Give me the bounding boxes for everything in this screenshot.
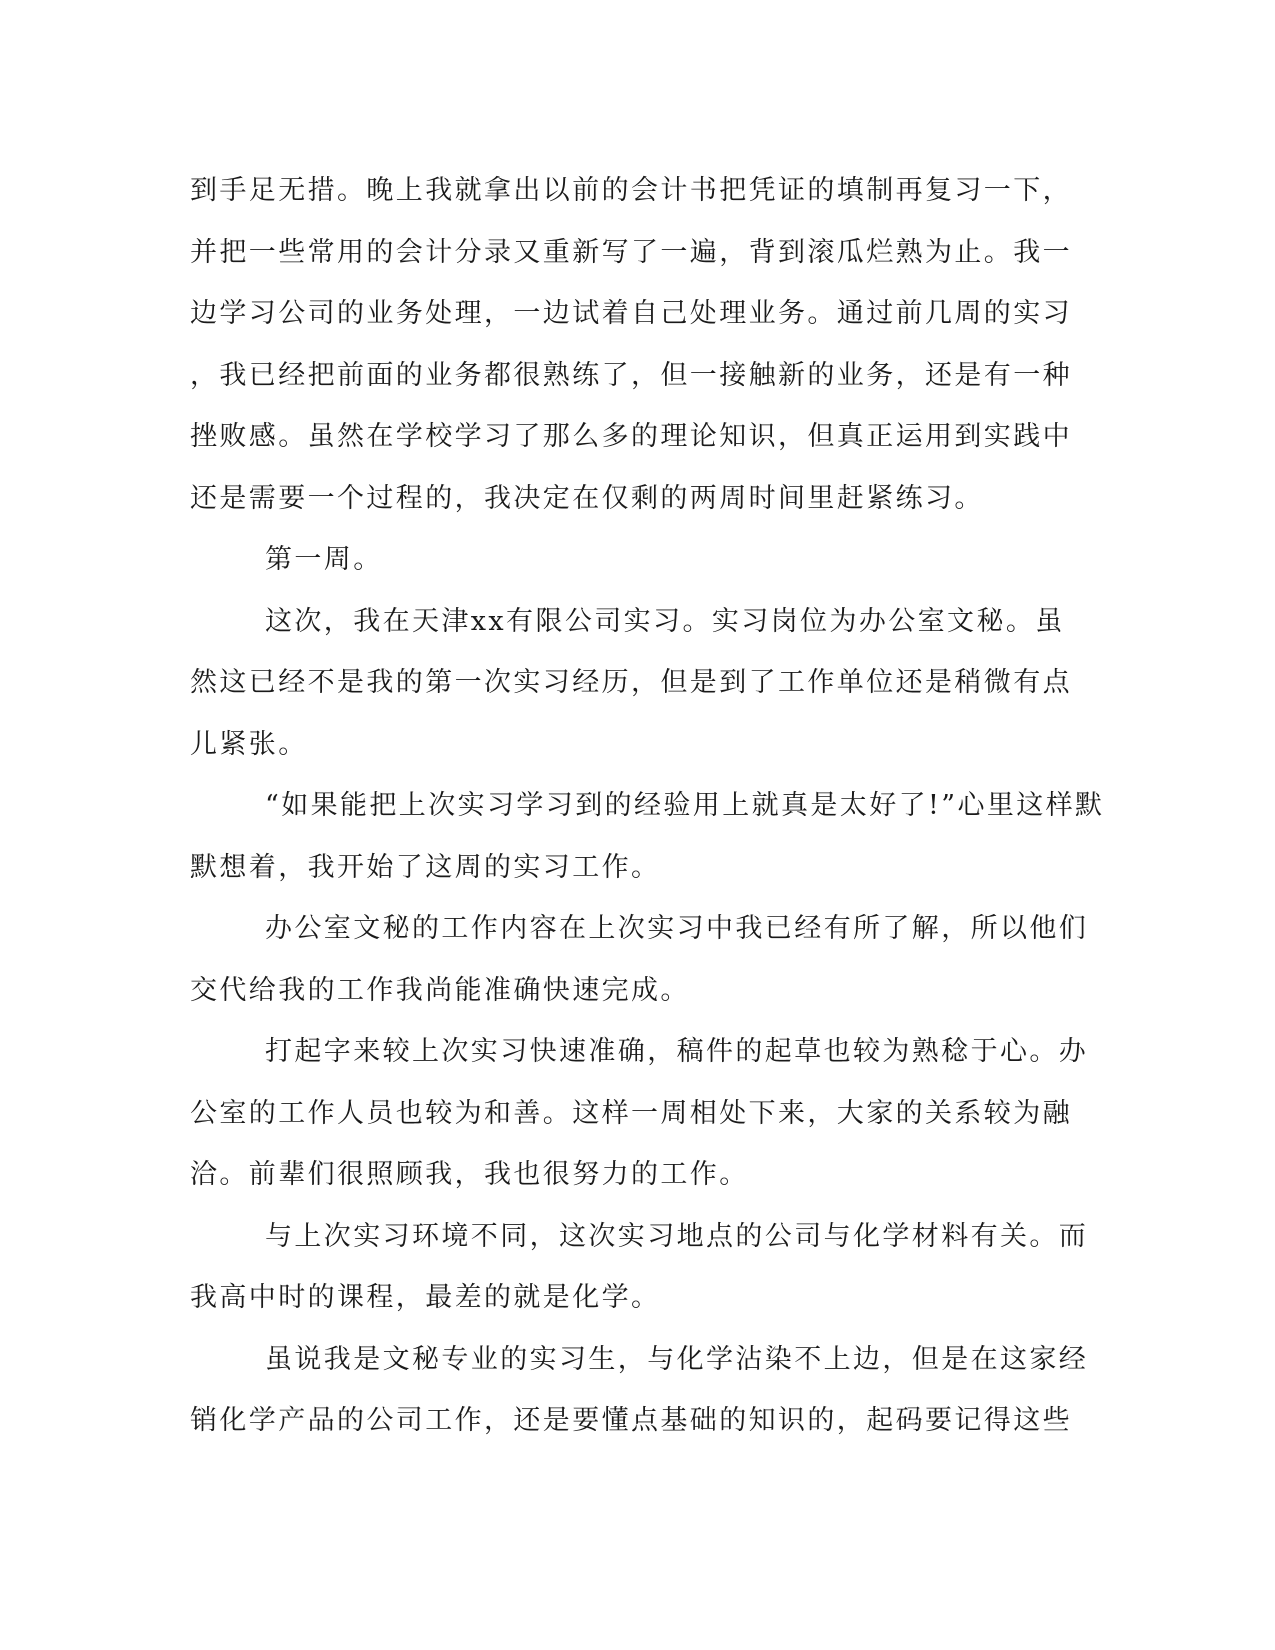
text-line: 打起字来较上次实习快速准确，稿件的起草也较为熟稔于心。办 <box>265 1036 1089 1067</box>
text-line: 洽。前辈们很照顾我，我也很努力的工作。 <box>190 1159 749 1190</box>
text-line: 到手足无措。晚上我就拿出以前的会计书把凭证的填制再复习一下， <box>190 175 1072 206</box>
text-line: 并把一些常用的会计分录又重新写了一遍，背到滚瓜烂熟为止。我一 <box>190 236 1072 268</box>
document-body <box>190 160 1105 1452</box>
text-line: 然这已经不是我的第一次实习经历，但是到了工作单位还是稍微有点 <box>190 667 1072 698</box>
text-line: 边学习公司的业务处理，一边试着自己处理业务。通过前几周的实习 <box>190 298 1072 329</box>
text-line: 虽说我是文秘专业的实习生，与化学沾染不上边，但是在这家经 <box>265 1343 1089 1375</box>
text-line: 第一周。 <box>265 544 383 575</box>
text-line: 销化学产品的公司工作，还是要懂点基础的知识的，起码要记得这些 <box>190 1405 1072 1436</box>
text-line: 公室的工作人员也较为和善。这样一周相处下来，大家的关系较为融 <box>190 1097 1072 1129</box>
text-line: 儿紧张。 <box>190 728 308 760</box>
text-line: 这次，我在天津xx有限公司实习。实习岗位为办公室文秘。虽 <box>265 605 1065 637</box>
text-line: 默想着，我开始了这周的实习工作。 <box>190 851 661 883</box>
text-line: 挫败感。虽然在学校学习了那么多的理论知识，但真正运用到实践中 <box>190 421 1072 452</box>
text-line: 我高中时的课程，最差的就是化学。 <box>190 1282 661 1313</box>
text-line: 交代给我的工作我尚能准确快速完成。 <box>190 974 690 1006</box>
text-line: 办公室文秘的工作内容在上次实习中我已经有所了解，所以他们 <box>265 913 1089 944</box>
text-line: ，我已经把前面的业务都很熟练了，但一接触新的业务，还是有一种 <box>190 359 1072 391</box>
text-line: 还是需要一个过程的，我决定在仅剩的两周时间里赶紧练习。 <box>190 482 984 514</box>
text-line: 与上次实习环境不同，这次实习地点的公司与化学材料有关。而 <box>265 1220 1089 1252</box>
text-line: “如果能把上次实习学习到的经验用上就真是太好了!”心里这样默 <box>265 790 1105 821</box>
